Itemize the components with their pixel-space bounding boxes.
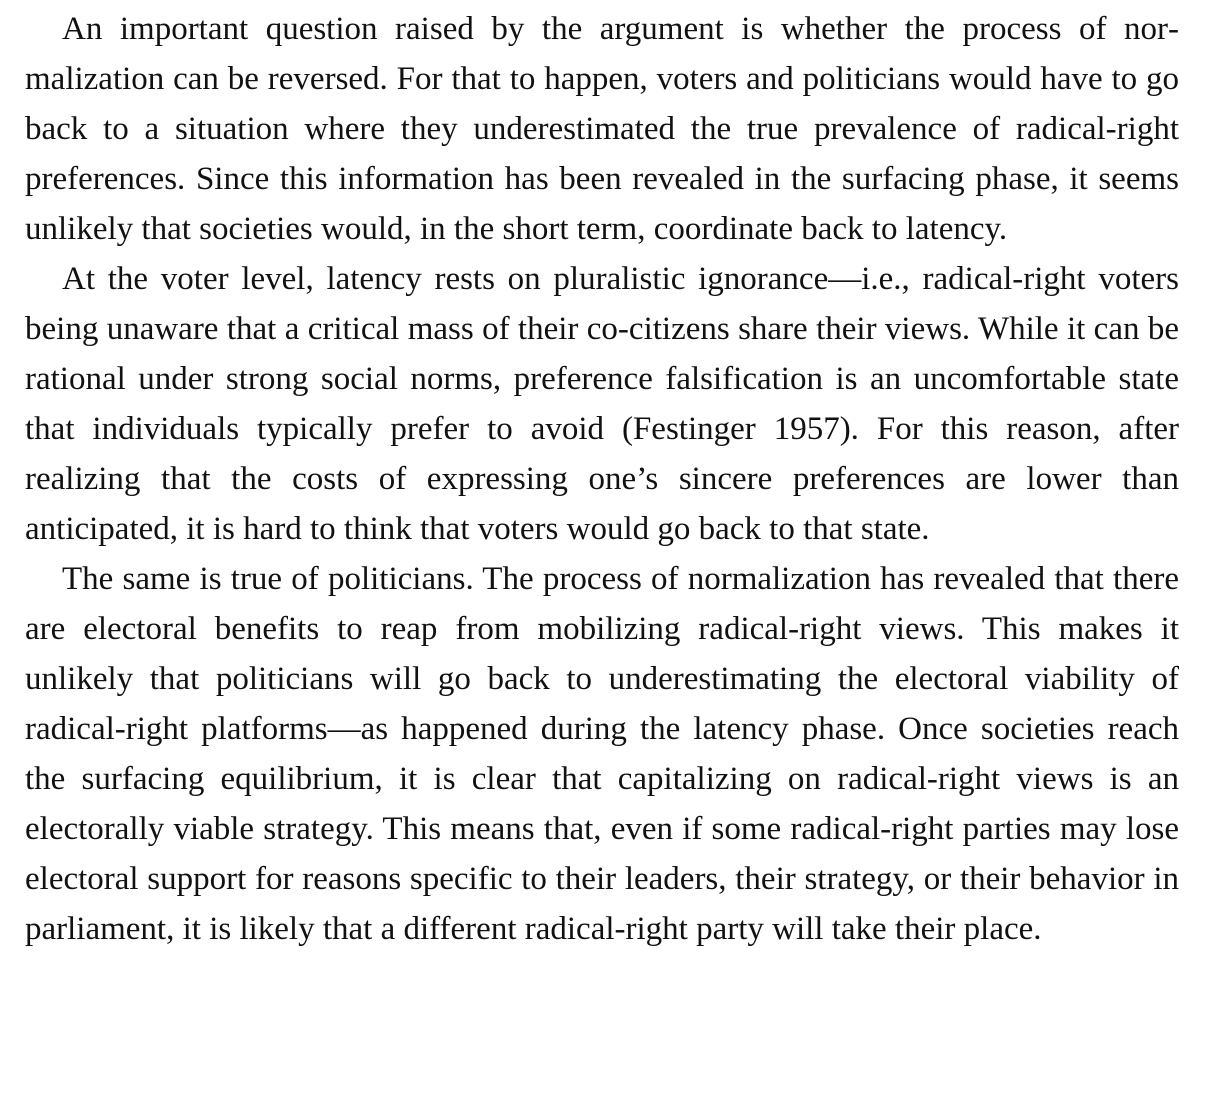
paragraph-voter-level: At the voter level, latency rests on pluralistic ignorance—i.e., radical-right voters being unaware that a critical mass of their co-citizens share their views. While it can be rational under strong social norms, preference falsification is an uncomfortable state that individuals typically prefer to avoid (Festinger 1957). For this reason, after realizing that the costs of expressing one’s sincere preferences are lower than anticipated, it is hard to think that voters would go back to that state.	[25, 261, 1179, 547]
paragraph-politicians: The same is true of politicians. The process of normalization has revealed that there are electoral benefits to reap from mobilizing radical-right views. This makes it unlikely that politicians will go back to underestimating the electoral viability of radical-right platforms—as happened during the latency phase. Once societies reach the surfacing equilibrium, it is clear that capitalizing on radical-right views is an electorally viable strategy. This means that, even if some radical-right parties may lose electoral support for reasons specific to their leaders, their strategy, or their behavior in parliament, it is likely that a different radical-right party will take their place.	[25, 561, 1179, 947]
paragraph-normalization-reversal: An important question raised by the argument is whether the process of normalization can be reversed. For that to happen, voters and politicians would have to go back to a situation where they underestimated the true prevalence of radical-right preferences. Since this information has been revealed in the surfacing phase, it seems unlikely that societies would, in the short term, coordinate back to latency.	[25, 11, 1179, 247]
document-page	[25, 4, 1179, 954]
